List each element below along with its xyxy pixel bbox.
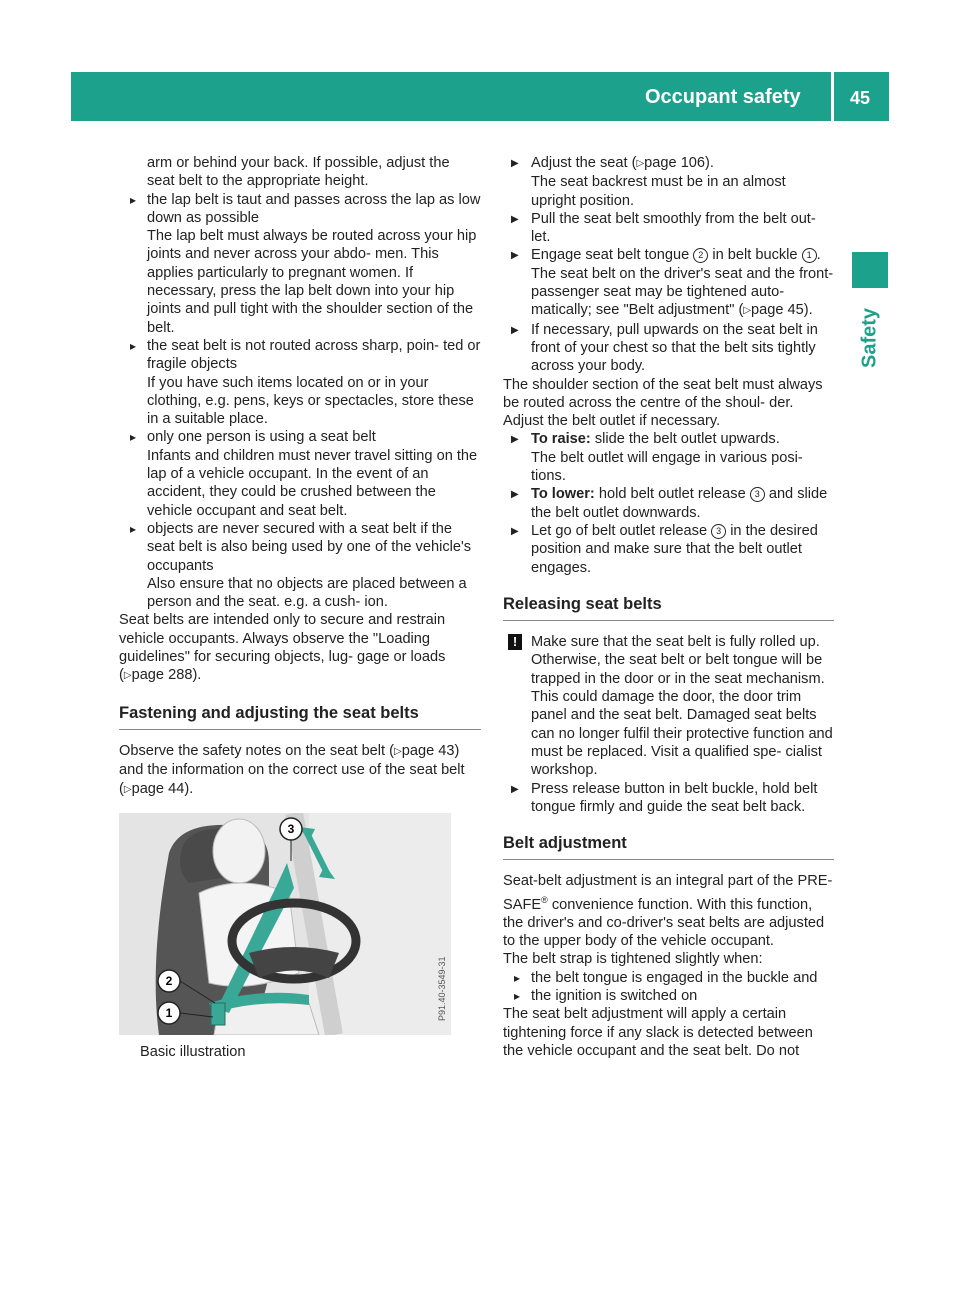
warning-note: ! Make sure that the seat belt is fully rolled up. Otherwise, the seat belt or belt tongue will be trapped in the door or in the seat mechanism. This could damage the door, the door trim panel and the seat belt. Damaged seat belts can no longer fulfil their protective function and must be replaced. Visit a qualified spe- cialist workshop. xyxy=(503,633,834,779)
intro-continuation: arm or behind your back. If possible, adjust the seat belt to the appropriate height. xyxy=(147,155,450,190)
side-tab-label: Safety xyxy=(858,307,881,369)
step-pull-belt: ▶ Pull the seat belt smoothly from the belt out- let. xyxy=(503,210,834,247)
callout-1: 1 xyxy=(165,1005,173,1020)
page-ref-link[interactable]: page 288). xyxy=(131,667,202,684)
step-adjust-seat: ▶ Adjust the seat (▷page 106). xyxy=(503,154,834,173)
section-title: Occupant safety xyxy=(645,86,801,108)
step-press-release: ▶ Press release button in belt buckle, hold belt tongue firmly and guide the seat belt back. xyxy=(503,780,834,817)
illustration-caption: Basic illustration xyxy=(140,1043,246,1060)
shoulder-paragraph: The shoulder section of the seat belt must always be routed across the centre of the shoul- der. Adjust the belt outlet if necessary. xyxy=(503,376,823,430)
bullet-ignition-on: ▸ the ignition is switched on xyxy=(503,987,834,1005)
loading-guidelines-paragraph: Seat belts are intended only to secure and restrain vehicle occupants. Always observe the "Loading guidelines" for securing objects, lug- gage or loads (▷page 288). xyxy=(119,612,446,684)
side-tab-marker xyxy=(852,252,888,288)
final-paragraph: The seat belt adjustment will apply a certain tightening force if any slack is detected between the vehicle occupant and the seat belt. Do not xyxy=(503,1006,813,1059)
page-ref-link[interactable]: page 45). xyxy=(751,302,813,319)
page-ref-link[interactable]: page 43) and the information on the correct use of the seat belt ( xyxy=(119,742,465,797)
seat-belt-illustration xyxy=(119,813,451,1035)
page-ref-arrow: ▷ xyxy=(743,305,752,317)
callout-ref-3: 3 xyxy=(711,524,726,539)
callout-2: 2 xyxy=(165,973,173,988)
heading-releasing: Releasing seat belts xyxy=(503,595,834,621)
callout-ref-2: 2 xyxy=(693,248,708,263)
page-ref-arrow: ▷ xyxy=(123,783,132,795)
page-number: 45 xyxy=(850,88,871,108)
page-ref-arrow: ▷ xyxy=(123,670,132,682)
bullet-lap-belt: ▸ the lap belt is taut and passes across the lap as low down as possible xyxy=(119,191,481,228)
bullet-objects: ▸ objects are never secured with a seat belt if the seat belt is also being used by one of the vehicle's occupants xyxy=(119,520,481,575)
right-column xyxy=(503,154,834,1060)
observe-paragraph: Observe the safety notes on the seat belt (▷page 43) and the information on the correct use of the seat belt (▷page 44). xyxy=(119,742,465,797)
callout-ref-3: 3 xyxy=(750,487,765,502)
step-to-lower: ▶ To lower: hold belt outlet release 3 and slide the belt outlet downwards. xyxy=(503,485,834,522)
heading-fastening: Fastening and adjusting the seat belts xyxy=(119,704,481,730)
callout-3: 3 xyxy=(287,821,295,836)
step-adjust-seat-note: The seat backrest must be in an almost upright position. xyxy=(531,174,786,209)
page-ref-link[interactable]: page 44). xyxy=(131,780,194,797)
heading-belt-adjustment: Belt adjustment xyxy=(503,834,834,860)
bullet-one-person: ▸ only one person is using a seat belt xyxy=(119,428,481,446)
step-engage-tongue-note: The seat belt on the driver's seat and the front-passenger seat may be tightened auto- matically; see "Belt adjustment" (▷page 45). xyxy=(531,265,834,319)
adjustment-paragraph: Seat-belt adjustment is an integral part of the PRE-SAFE® convenience function. With this function, the driver's and co-driver's seat belts are adjusted to the upper body of the vehicle occupant. xyxy=(503,873,833,950)
bullet-one-person-note: Infants and children must never travel sitting on the lap of a vehicle occupant. In the event of an accident, they could be crushed between the vehicle occupant and seat belt. xyxy=(147,447,478,519)
page-ref-link[interactable]: page 106). xyxy=(644,155,714,171)
step-pull-upwards: ▶ If necessary, pull upwards on the seat belt in front of your chest so that the belt sits tightly across your body. xyxy=(503,321,834,376)
left-column xyxy=(119,154,481,1061)
header-divider xyxy=(831,72,834,121)
bullet-lap-belt-note: The lap belt must always be routed across your hip joints and never across your abdo- men. This applies particularly to pregnant women. If necessary, press the lap belt down into your hip joints and pull tight with the shoulder section of the belt. xyxy=(147,228,477,336)
step-to-raise: ▶ To raise: slide the belt outlet upwards. xyxy=(503,430,834,448)
bullet-sharp-objects-note: If you have such items located on or in your clothing, e.g. pens, keys or spectacles, store these in a suitable place. xyxy=(147,374,474,428)
callout-ref-1: 1 xyxy=(802,248,817,263)
warning-icon: ! xyxy=(508,634,522,650)
step-let-go: ▶ Let go of belt outlet release 3 in the desired position and make sure that the belt outlet engages. xyxy=(503,522,834,577)
step-to-raise-note: The belt outlet will engage in various posi- tions. xyxy=(531,449,803,485)
bullet-objects-note: Also ensure that no objects are placed between a person and the seat. e.g. a cush- ion. xyxy=(147,575,467,611)
illustration-svg xyxy=(119,813,451,1035)
tighten-intro: The belt strap is tightened slightly when: xyxy=(503,951,763,968)
bullet-tongue-engaged: ▸ the belt tongue is engaged in the buckle and xyxy=(503,969,834,987)
page-ref-arrow: ▷ xyxy=(394,745,402,757)
bullet-sharp-objects: ▸ the seat belt is not routed across sharp, poin- ted or fragile objects xyxy=(119,337,481,374)
step-engage-tongue: ▶ Engage seat belt tongue 2 in belt buckle 1 . xyxy=(503,246,834,264)
page-ref-arrow: ▷ xyxy=(636,158,645,169)
illustration-code: P91.40-3549-31 xyxy=(437,956,447,1021)
